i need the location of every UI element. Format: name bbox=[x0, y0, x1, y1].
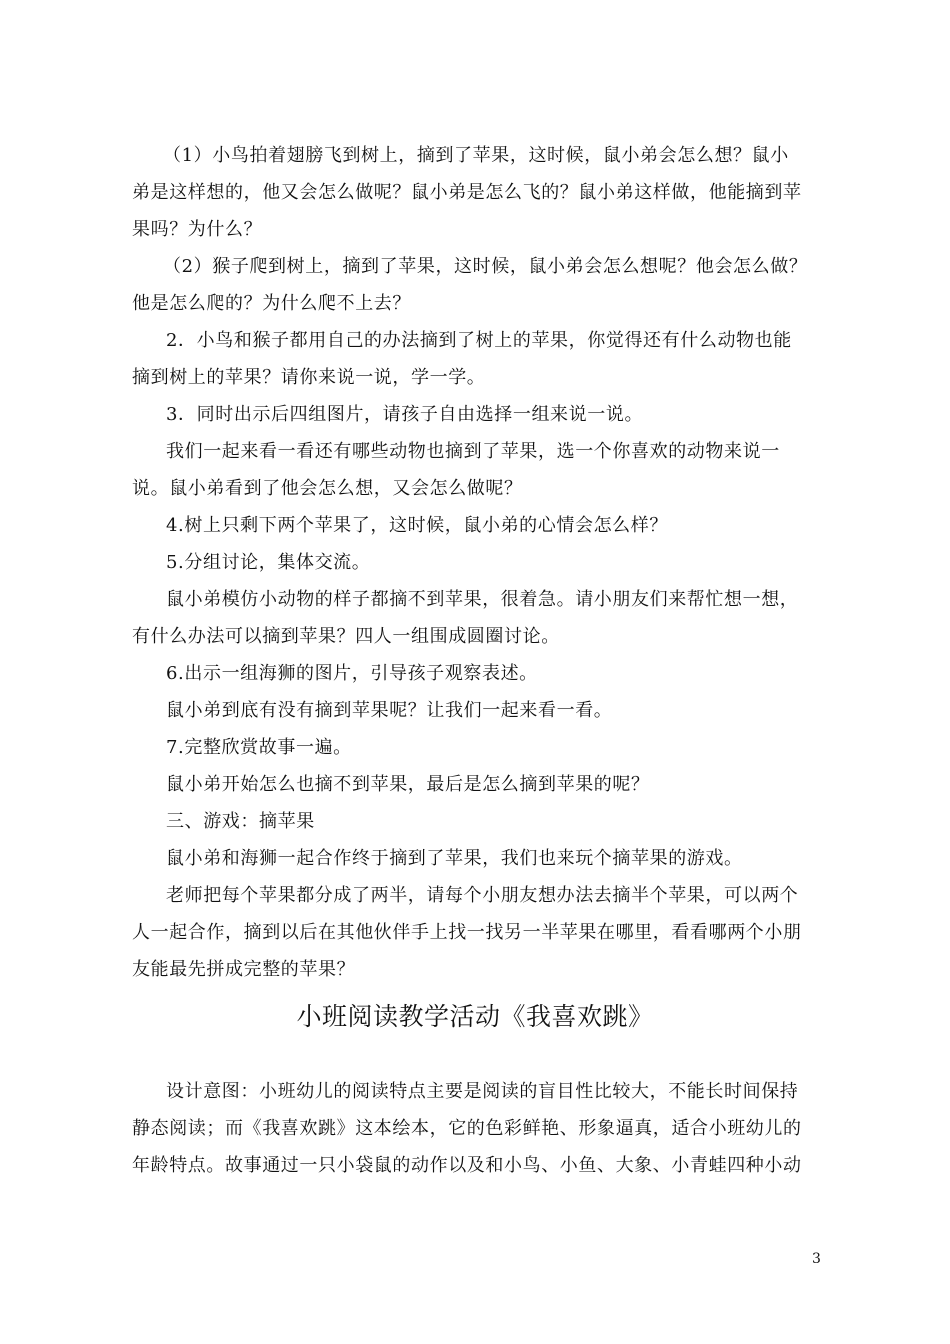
text-line: 7.完整欣赏故事一遍。 bbox=[166, 737, 352, 758]
text-line: 鼠小弟模仿小动物的样子都摘不到苹果，很着急。请小朋友们来帮忙想一想， bbox=[166, 589, 799, 610]
text-line: （2）猴子爬到树上，摘到了苹果，这时候，鼠小弟会怎么想呢？他会怎么做？ bbox=[163, 256, 808, 277]
text-line: 3．同时出示后四组图片，请孩子自由选择一组来说一说。 bbox=[166, 404, 644, 425]
text-line: 鼠小弟和海狮一起合作终于摘到了苹果，我们也来玩个摘苹果的游戏。 bbox=[166, 848, 743, 869]
text-line: 鼠小弟开始怎么也摘不到苹果，最后是怎么摘到苹果的呢？ bbox=[166, 774, 650, 795]
text-line: 静态阅读；而《我喜欢跳》这本绘本，它的色彩鲜艳、形象逼真，适合小班幼儿的 bbox=[132, 1118, 802, 1139]
text-line: 设计意图：小班幼儿的阅读特点主要是阅读的盲目性比较大，不能长时间保持 bbox=[166, 1081, 799, 1102]
text-line: 6.出示一组海狮的图片，引导孩子观察表述。 bbox=[166, 663, 538, 684]
text-line: （1）小鸟拍着翅膀飞到树上，摘到了苹果，这时候，鼠小弟会怎么想？鼠小 bbox=[163, 145, 789, 166]
text-line: 5.分组讨论，集体交流。 bbox=[166, 552, 371, 573]
text-line: 年龄特点。故事通过一只小袋鼠的动作以及和小鸟、小鱼、大象、小青蛙四种小动 bbox=[132, 1155, 802, 1176]
page-number: 3 bbox=[812, 1251, 821, 1267]
text-line: 4.树上只剩下两个苹果了，这时候，鼠小弟的心情会怎么样？ bbox=[166, 515, 668, 536]
text-line: 人一起合作，摘到以后在其他伙伴手上找一找另一半苹果在哪里，看看哪两个小朋 bbox=[132, 922, 802, 943]
text-line: 果吗？为什么？ bbox=[132, 219, 263, 240]
text-line: 摘到树上的苹果？请你来说一说，学一学。 bbox=[132, 367, 486, 388]
document-title: 小班阅读教学活动《我喜欢跳》 bbox=[296, 1002, 654, 1031]
section-heading: 三、游戏：摘苹果 bbox=[166, 811, 315, 832]
text-line: 说。鼠小弟看到了他会怎么想，又会怎么做呢？ bbox=[132, 478, 523, 499]
text-line: 鼠小弟到底有没有摘到苹果呢？让我们一起来看一看。 bbox=[166, 700, 613, 721]
text-line: 老师把每个苹果都分成了两半，请每个小朋友想办法去摘半个苹果，可以两个 bbox=[166, 885, 799, 906]
text-line: 他是怎么爬的？为什么爬不上去？ bbox=[132, 293, 411, 314]
text-line: 弟是这样想的，他又会怎么做呢？鼠小弟是怎么飞的？鼠小弟这样做，他能摘到苹 bbox=[132, 182, 802, 203]
text-line: 2．小鸟和猴子都用自己的办法摘到了树上的苹果，你觉得还有什么动物也能 bbox=[166, 330, 792, 351]
text-line: 友能最先拼成完整的苹果？ bbox=[132, 959, 356, 980]
text-line: 有什么办法可以摘到苹果？四人一组围成圆圈讨论。 bbox=[132, 626, 560, 647]
text-line: 我们一起来看一看还有哪些动物也摘到了苹果，选一个你喜欢的动物来说一 bbox=[166, 441, 780, 462]
